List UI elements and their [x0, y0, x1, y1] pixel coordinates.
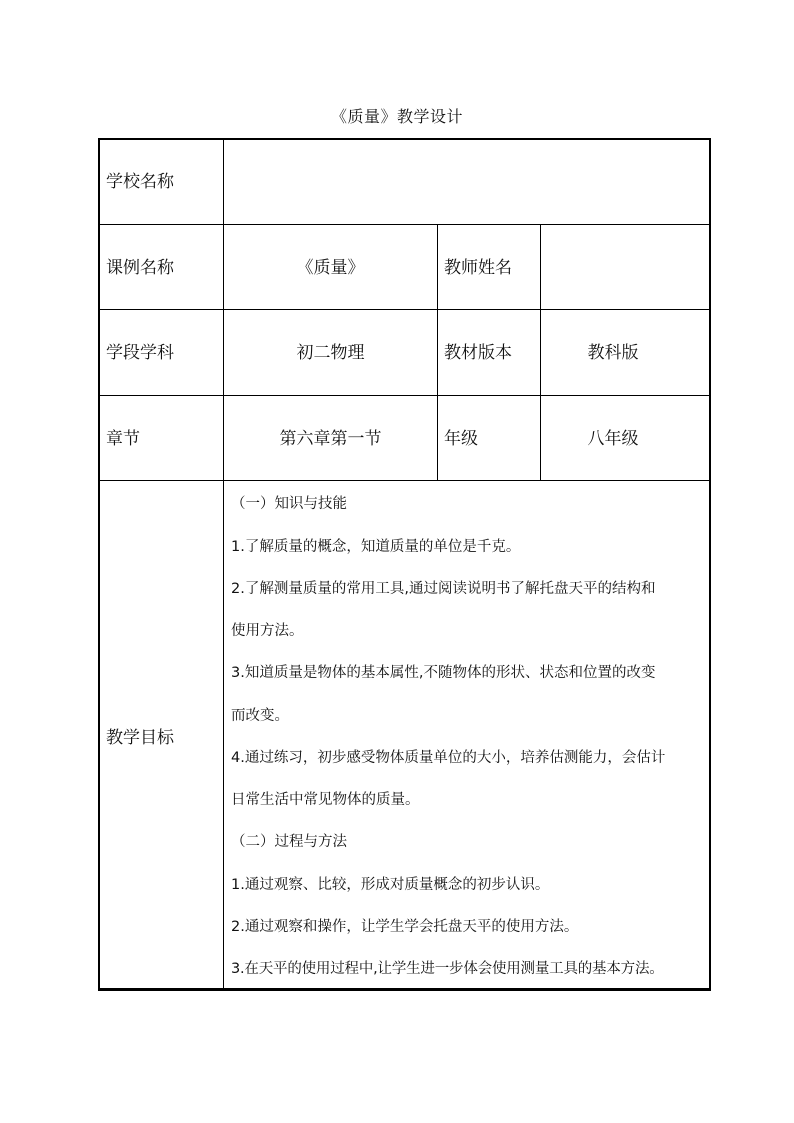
textbook-version-value: 教科版: [587, 343, 639, 363]
objective-line: 而改变。: [231, 708, 289, 724]
lesson-name-label: 课例名称: [106, 258, 174, 278]
teaching-objectives-label: 教学目标: [106, 728, 174, 748]
objective-line: 3.知道质量是物体的基本属性,不随物体的形状、状态和位置的改变: [231, 665, 656, 681]
teacher-name-label: 教师姓名: [444, 258, 512, 278]
row-divider: [98, 224, 711, 225]
document-title: 《质量》教学设计: [330, 107, 463, 126]
column-divider: [437, 224, 438, 480]
row-divider: [98, 309, 711, 310]
objective-line: 1.通过观察、比较，形成对质量概念的初步认识。: [231, 877, 550, 893]
row-divider: [98, 395, 711, 396]
row-divider: [98, 480, 711, 481]
objective-line: （二）过程与方法: [231, 834, 347, 850]
objective-line: 日常生活中常见物体的质量。: [231, 792, 420, 808]
objective-line: 1.了解质量的概念，知道质量的单位是千克。: [231, 539, 521, 555]
chapter-value: 第六章第一节: [279, 429, 382, 449]
school-name-label: 学校名称: [106, 172, 174, 192]
objective-line: 2.通过观察和操作，让学生学会托盘天平的使用方法。: [231, 919, 579, 935]
textbook-version-label: 教材版本: [444, 343, 512, 363]
stage-subject-value: 初二物理: [296, 343, 365, 363]
grade-value: 八年级: [587, 429, 639, 449]
objective-line: 4.通过练习，初步感受物体质量单位的大小，培养估测能力，会估计: [231, 750, 666, 766]
chapter-label: 章节: [106, 429, 140, 449]
grade-label: 年级: [444, 429, 478, 449]
objective-line: 2.了解测量质量的常用工具,通过阅读说明书了解托盘天平的结构和: [231, 581, 656, 597]
lesson-name-value: 《质量》: [296, 258, 365, 278]
objective-line: 3.在天平的使用过程中,让学生进一步体会使用测量工具的基本方法。: [231, 961, 664, 977]
stage-subject-label: 学段学科: [106, 343, 174, 363]
objective-line: （一）知识与技能: [231, 496, 347, 512]
objective-line: 使用方法。: [231, 623, 304, 639]
